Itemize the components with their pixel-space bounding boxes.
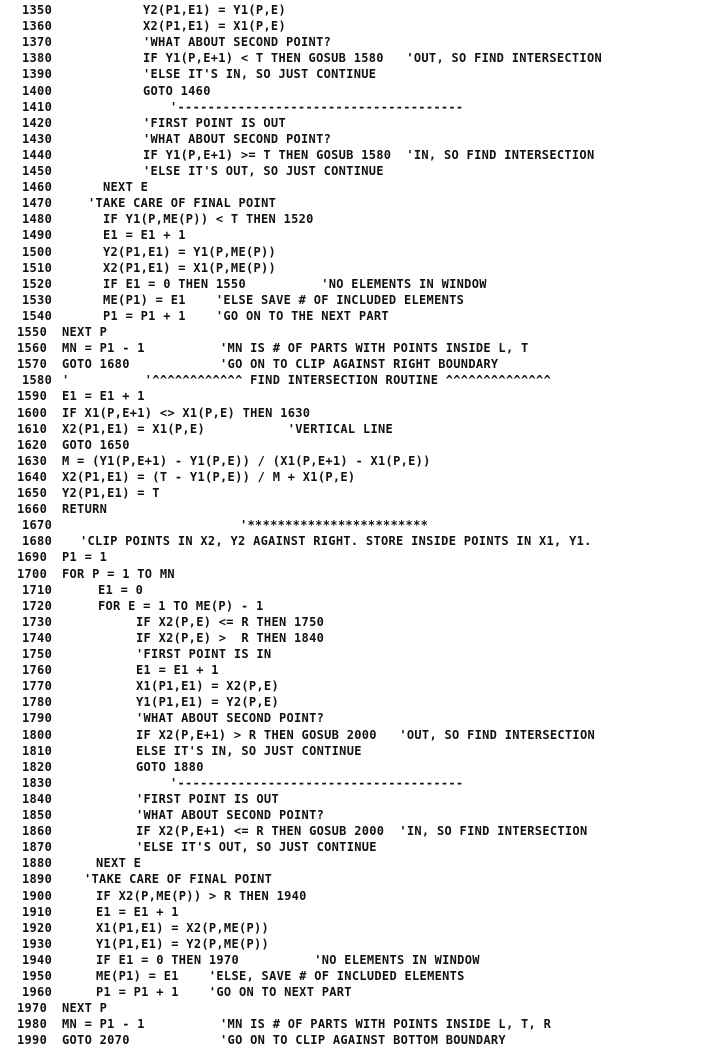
line-code: E1 = 0 xyxy=(98,582,144,597)
line-number: 1500 xyxy=(22,244,53,259)
code-line xyxy=(0,356,725,372)
code-line xyxy=(0,839,725,855)
line-code: 'TAKE CARE OF FINAL POINT xyxy=(84,872,273,887)
line-number: 1560 xyxy=(17,341,48,356)
code-line xyxy=(0,437,725,453)
line-code: E1 = E1 + 1 xyxy=(62,389,145,404)
line-code: 'ELSE IT'S OUT, SO JUST CONTINUE xyxy=(136,840,377,855)
line-code: IF X1(P,E+1) <> X1(P,E) THEN 1630 xyxy=(62,405,311,420)
line-code: ' '^^^^^^^^^^^^ FIND INTERSECTION ROUTINE ^^^^^^^^^^^^^^ xyxy=(62,373,552,388)
line-number: 1710 xyxy=(22,582,53,597)
code-line xyxy=(0,710,725,726)
line-number: 1940 xyxy=(22,952,53,967)
line-code: IF E1 = 0 THEN 1550 'NO ELEMENTS IN WINDOW xyxy=(103,276,487,291)
line-code: X1(P1,E1) = X2(P,E) xyxy=(136,679,279,694)
line-number: 1750 xyxy=(22,647,53,661)
line-code: Y2(P1,E1) = T xyxy=(62,486,160,500)
line-code: X2(P1,E1) = X1(P,E) 'VERTICAL LINE xyxy=(62,421,394,436)
code-line xyxy=(0,34,725,50)
code-line xyxy=(0,598,725,614)
line-number: 1780 xyxy=(22,695,53,710)
line-number: 1870 xyxy=(22,840,53,855)
line-code: RETURN xyxy=(62,502,108,517)
code-line xyxy=(0,775,725,791)
code-line xyxy=(0,292,725,308)
line-code: 'TAKE CARE OF FINAL POINT xyxy=(88,196,277,211)
code-line xyxy=(0,115,725,131)
line-number: 1930 xyxy=(22,936,53,951)
line-number: 1460 xyxy=(22,180,53,195)
line-code: P1 = 1 xyxy=(62,550,108,565)
line-number: 1410 xyxy=(22,99,53,114)
line-number: 1550 xyxy=(17,325,48,339)
line-code: ME(P1) = E1 'ELSE SAVE # OF INCLUDED ELEMENTS xyxy=(103,292,465,307)
code-line xyxy=(0,904,725,920)
line-number: 1860 xyxy=(22,824,53,839)
line-code: GOTO 1460 xyxy=(143,83,211,98)
line-code: Y1(P1,E1) = Y2(P,ME(P)) xyxy=(96,936,270,951)
line-code: M = (Y1(P,E+1) - Y1(P,E)) / (X1(P,E+1) - X1(P,E)) xyxy=(62,453,431,468)
line-number: 1360 xyxy=(22,19,53,34)
line-code: '************************ xyxy=(240,518,429,533)
line-code: X2(P1,E1) = (T - Y1(P,E)) / M + X1(P,E) xyxy=(62,469,356,484)
line-number: 1540 xyxy=(22,308,53,323)
line-number: 1910 xyxy=(22,904,53,919)
line-code: 'FIRST POINT IS OUT xyxy=(143,115,286,130)
line-code: IF E1 = 0 THEN 1970 'NO ELEMENTS IN WINDOW xyxy=(96,952,480,967)
line-number: 1820 xyxy=(22,759,53,774)
code-line xyxy=(0,485,725,501)
line-code: '-------------------------------------- xyxy=(170,99,464,114)
line-number: 1590 xyxy=(17,389,48,404)
line-code: GOTO 2070 'GO ON TO CLIP AGAINST BOTTOM BOUNDARY xyxy=(62,1033,506,1048)
line-number: 1430 xyxy=(22,131,53,146)
line-number: 1880 xyxy=(22,856,53,871)
line-number: 1890 xyxy=(22,872,53,887)
line-number: 1440 xyxy=(22,147,53,162)
code-line xyxy=(0,324,725,340)
line-code: E1 = E1 + 1 xyxy=(103,228,186,243)
code-line xyxy=(0,871,725,887)
line-number: 1380 xyxy=(22,51,53,66)
line-code: NEXT E xyxy=(103,180,149,195)
line-number: 1640 xyxy=(17,469,48,484)
line-number: 1720 xyxy=(22,598,53,613)
code-line xyxy=(0,453,725,469)
code-line xyxy=(0,163,725,179)
code-line xyxy=(0,1016,725,1032)
line-number: 1760 xyxy=(22,663,53,678)
line-code: Y2(P1,E1) = Y1(P,E) xyxy=(143,3,286,17)
line-code: 'WHAT ABOUT SECOND POINT? xyxy=(143,35,332,50)
line-code: GOTO 1650 xyxy=(62,437,130,452)
line-code: X2(P1,E1) = X1(P,E) xyxy=(143,19,286,34)
line-number: 1530 xyxy=(22,292,53,307)
line-code: NEXT E xyxy=(96,856,142,871)
line-code: NEXT P xyxy=(62,325,108,339)
code-line xyxy=(0,807,725,823)
code-line xyxy=(0,244,725,260)
line-number: 1970 xyxy=(17,1001,48,1016)
line-code: FOR E = 1 TO ME(P) - 1 xyxy=(98,598,264,613)
line-number: 1390 xyxy=(22,67,53,82)
code-line xyxy=(0,421,725,437)
line-code: Y2(P1,E1) = Y1(P,ME(P)) xyxy=(103,244,277,259)
line-code: IF X2(P,E+1) <= R THEN GOSUB 2000 'IN, SO FIND INTERSECTION xyxy=(136,824,588,839)
code-line xyxy=(0,517,725,533)
code-line xyxy=(0,469,725,485)
code-line xyxy=(0,566,725,582)
code-line xyxy=(0,630,725,646)
line-number: 1370 xyxy=(22,35,53,50)
line-number: 1510 xyxy=(22,260,53,275)
line-code: '-------------------------------------- xyxy=(170,775,464,790)
line-number: 1850 xyxy=(22,808,53,822)
code-line xyxy=(0,260,725,276)
line-number: 1790 xyxy=(22,711,53,726)
code-line xyxy=(0,179,725,195)
line-code: 'FIRST POINT IS OUT xyxy=(136,791,279,806)
code-line xyxy=(0,727,725,743)
line-code: 'FIRST POINT IS IN xyxy=(136,647,272,661)
code-line xyxy=(0,823,725,839)
code-line xyxy=(0,388,725,404)
line-code: IF Y1(P,E+1) >= T THEN GOSUB 1580 'IN, SO FIND INTERSECTION xyxy=(143,147,595,162)
line-code: P1 = P1 + 1 'GO ON TO THE NEXT PART xyxy=(103,308,389,323)
line-number: 1520 xyxy=(22,276,53,291)
line-code: 'ELSE IT'S IN, SO JUST CONTINUE xyxy=(143,67,377,82)
line-number: 1950 xyxy=(22,969,53,983)
code-line xyxy=(0,984,725,1000)
code-line xyxy=(0,936,725,952)
line-number: 1490 xyxy=(22,228,53,243)
line-code: IF X2(P,E+1) > R THEN GOSUB 2000 'OUT, SO FIND INTERSECTION xyxy=(136,727,596,742)
code-line xyxy=(0,211,725,227)
line-code: IF Y1(P,ME(P)) < T THEN 1520 xyxy=(103,212,314,227)
line-code: 'CLIP POINTS IN X2, Y2 AGAINST RIGHT. STORE INSIDE POINTS IN X1, Y1. xyxy=(80,534,592,549)
code-line xyxy=(0,1000,725,1016)
code-line xyxy=(0,131,725,147)
code-line xyxy=(0,791,725,807)
code-line xyxy=(0,2,725,18)
line-number: 1610 xyxy=(17,421,48,436)
line-code: FOR P = 1 TO MN xyxy=(62,566,175,581)
code-line xyxy=(0,308,725,324)
line-code: E1 = E1 + 1 xyxy=(136,663,219,678)
line-code: ME(P1) = E1 'ELSE, SAVE # OF INCLUDED ELEMENTS xyxy=(96,969,465,983)
line-number: 1400 xyxy=(22,83,53,98)
code-line xyxy=(0,501,725,517)
code-line xyxy=(0,549,725,565)
code-line xyxy=(0,195,725,211)
code-line xyxy=(0,614,725,630)
line-number: 1920 xyxy=(22,920,53,935)
line-code: Y1(P1,E1) = Y2(P,E) xyxy=(136,695,279,710)
line-number: 1350 xyxy=(22,3,53,17)
line-number: 1660 xyxy=(17,502,48,517)
code-line xyxy=(0,678,725,694)
line-code: E1 = E1 + 1 xyxy=(96,904,179,919)
code-line xyxy=(0,888,725,904)
line-code: IF X2(P,ME(P)) > R THEN 1940 xyxy=(96,888,307,903)
line-number: 1680 xyxy=(22,534,53,549)
code-line xyxy=(0,533,725,549)
line-code: P1 = P1 + 1 'GO ON TO NEXT PART xyxy=(96,985,352,1000)
line-code: 'WHAT ABOUT SECOND POINT? xyxy=(143,131,332,146)
line-number: 1800 xyxy=(22,727,53,742)
line-number: 1900 xyxy=(22,888,53,903)
code-line xyxy=(0,50,725,66)
code-line xyxy=(0,759,725,775)
code-line xyxy=(0,582,725,598)
code-line xyxy=(0,743,725,759)
line-number: 1600 xyxy=(17,405,48,420)
line-number: 1810 xyxy=(22,743,53,758)
line-code: 'ELSE IT'S OUT, SO JUST CONTINUE xyxy=(143,164,384,178)
line-code: GOTO 1880 xyxy=(136,759,204,774)
line-number: 1960 xyxy=(22,985,53,1000)
line-code: IF X2(P,E) <= R THEN 1750 xyxy=(136,614,325,629)
line-number: 1840 xyxy=(22,791,53,806)
line-number: 1630 xyxy=(17,453,48,468)
line-code: MN = P1 - 1 'MN IS # OF PARTS WITH POINTS INSIDE L, T xyxy=(62,341,529,356)
line-number: 1420 xyxy=(22,115,53,130)
line-number: 1580 xyxy=(22,373,53,388)
line-number: 1650 xyxy=(17,486,48,500)
code-line xyxy=(0,18,725,34)
line-number: 1700 xyxy=(17,566,48,581)
code-line xyxy=(0,968,725,984)
line-code: GOTO 1680 'GO ON TO CLIP AGAINST RIGHT BOUNDARY xyxy=(62,357,499,372)
line-number: 1620 xyxy=(17,437,48,452)
code-line xyxy=(0,952,725,968)
line-code: NEXT P xyxy=(62,1001,108,1016)
code-line xyxy=(0,147,725,163)
line-number: 1770 xyxy=(22,679,53,694)
line-code: 'WHAT ABOUT SECOND POINT? xyxy=(136,808,325,822)
line-code: MN = P1 - 1 'MN IS # OF PARTS WITH POINTS INSIDE L, T, R xyxy=(62,1017,552,1032)
line-number: 1730 xyxy=(22,614,53,629)
line-number: 1740 xyxy=(22,630,53,645)
code-line xyxy=(0,276,725,292)
line-number: 1990 xyxy=(17,1033,48,1048)
code-line xyxy=(0,227,725,243)
line-code: IF Y1(P,E+1) < T THEN GOSUB 1580 'OUT, SO FIND INTERSECTION xyxy=(143,51,603,66)
code-line xyxy=(0,694,725,710)
code-line xyxy=(0,66,725,82)
code-line xyxy=(0,405,725,421)
line-number: 1450 xyxy=(22,164,53,178)
line-code: 'WHAT ABOUT SECOND POINT? xyxy=(136,711,325,726)
line-number: 1570 xyxy=(17,357,48,372)
line-number: 1830 xyxy=(22,775,53,790)
code-line xyxy=(0,372,725,388)
line-number: 1690 xyxy=(17,550,48,565)
line-code: X1(P1,E1) = X2(P,ME(P)) xyxy=(96,920,270,935)
line-code: ELSE IT'S IN, SO JUST CONTINUE xyxy=(136,743,362,758)
line-code: X2(P1,E1) = X1(P,ME(P)) xyxy=(103,260,277,275)
line-code: IF X2(P,E) > R THEN 1840 xyxy=(136,630,325,645)
code-line xyxy=(0,855,725,871)
code-line xyxy=(0,1032,725,1048)
line-number: 1470 xyxy=(22,196,53,211)
code-line xyxy=(0,99,725,115)
line-number: 1670 xyxy=(22,518,53,533)
code-line xyxy=(0,646,725,662)
line-number: 1480 xyxy=(22,212,53,227)
code-line xyxy=(0,920,725,936)
line-number: 1980 xyxy=(17,1017,48,1032)
code-line xyxy=(0,340,725,356)
code-line xyxy=(0,662,725,678)
code-line xyxy=(0,83,725,99)
